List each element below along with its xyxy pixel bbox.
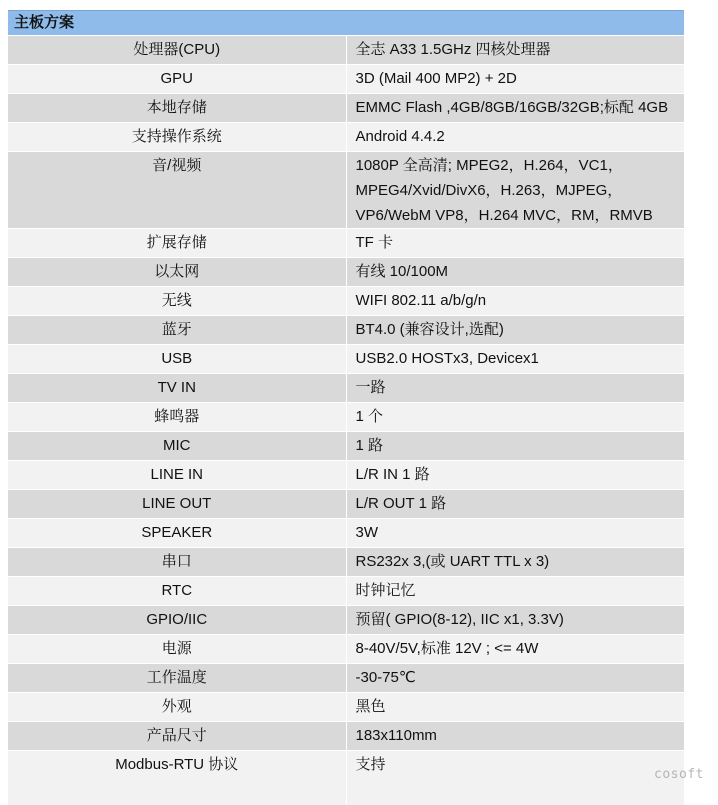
- row-value: 1080P 全高清; MPEG2，H.264，VC1，MPEG4/Xvid/DivX6，H.263，MJPEG，VP6/WebM VP8，H.264 MVC，RM，RMVB: [346, 152, 684, 229]
- row-label: 本地存储: [8, 94, 346, 123]
- row-label: LINE OUT: [8, 490, 346, 519]
- row-label: 无线: [8, 287, 346, 316]
- table-row: [8, 123, 684, 152]
- row-label: Modbus-RTU 协议: [8, 751, 346, 805]
- row-label: 工作温度: [8, 664, 346, 693]
- row-label: 蜂鸣器: [8, 403, 346, 432]
- row-value: 全志 A33 1.5GHz 四核处理器: [346, 36, 684, 65]
- row-label: MIC: [8, 432, 346, 461]
- table-row: [8, 258, 684, 287]
- row-label: RTC: [8, 577, 346, 606]
- table-row: [8, 693, 684, 722]
- row-label: 音/视频: [8, 152, 346, 229]
- row-value: 黑色: [346, 693, 684, 722]
- row-value: 3D (Mail 400 MP2) + 2D: [346, 65, 684, 94]
- table-row: [8, 490, 684, 519]
- row-value: Android 4.4.2: [346, 123, 684, 152]
- row-label: USB: [8, 345, 346, 374]
- row-label: 电源: [8, 635, 346, 664]
- table-row: [8, 606, 684, 635]
- table-row: [8, 316, 684, 345]
- row-value: 预留( GPIO(8-12), IIC x1, 3.3V): [346, 606, 684, 635]
- row-label: 扩展存储: [8, 229, 346, 258]
- row-label: 串口: [8, 548, 346, 577]
- table-row: [8, 722, 684, 751]
- table-title: 主板方案: [8, 11, 684, 36]
- table-row: [8, 94, 684, 123]
- table-row: [8, 548, 684, 577]
- row-value: 1 个: [346, 403, 684, 432]
- row-label: 以太网: [8, 258, 346, 287]
- table-header-row: [8, 11, 684, 36]
- row-value: EMMC Flash ,4GB/8GB/16GB/32GB;标配 4GB: [346, 94, 684, 123]
- row-label: 外观: [8, 693, 346, 722]
- row-value: 支持: [346, 751, 684, 805]
- row-value: USB2.0 HOSTx3, Devicex1: [346, 345, 684, 374]
- table-row: [8, 345, 684, 374]
- row-value: -30-75℃: [346, 664, 684, 693]
- table-row: [8, 403, 684, 432]
- row-label: GPU: [8, 65, 346, 94]
- row-value: TF 卡: [346, 229, 684, 258]
- row-label: 产品尺寸: [8, 722, 346, 751]
- row-value: WIFI 802.11 a/b/g/n: [346, 287, 684, 316]
- row-value: 一路: [346, 374, 684, 403]
- spec-rows: [8, 36, 684, 805]
- table-row: [8, 751, 684, 805]
- row-label: 处理器(CPU): [8, 36, 346, 65]
- row-value: L/R OUT 1 路: [346, 490, 684, 519]
- table-row: [8, 374, 684, 403]
- row-label: 支持操作系统: [8, 123, 346, 152]
- spec-table: [8, 10, 684, 805]
- row-label: SPEAKER: [8, 519, 346, 548]
- row-value: 3W: [346, 519, 684, 548]
- table-row: [8, 577, 684, 606]
- row-value: 1 路: [346, 432, 684, 461]
- row-value: 有线 10/100M: [346, 258, 684, 287]
- row-label: 蓝牙: [8, 316, 346, 345]
- table-row: [8, 65, 684, 94]
- row-value: L/R IN 1 路: [346, 461, 684, 490]
- row-label: LINE IN: [8, 461, 346, 490]
- row-value: 时钟记忆: [346, 577, 684, 606]
- table-row: [8, 664, 684, 693]
- row-value: 8-40V/5V,标准 12V ; <= 4W: [346, 635, 684, 664]
- table-row: [8, 36, 684, 65]
- table-row: [8, 461, 684, 490]
- row-label: TV IN: [8, 374, 346, 403]
- row-value: RS232x 3,(或 UART TTL x 3): [346, 548, 684, 577]
- table-row: [8, 519, 684, 548]
- row-label: GPIO/IIC: [8, 606, 346, 635]
- row-value: 183x110mm: [346, 722, 684, 751]
- table-row: [8, 432, 684, 461]
- table-row: [8, 287, 684, 316]
- table-row: [8, 229, 684, 258]
- watermark: cosoft: [654, 767, 704, 782]
- table-row: [8, 635, 684, 664]
- table-row: [8, 152, 684, 229]
- row-value: BT4.0 (兼容设计,选配): [346, 316, 684, 345]
